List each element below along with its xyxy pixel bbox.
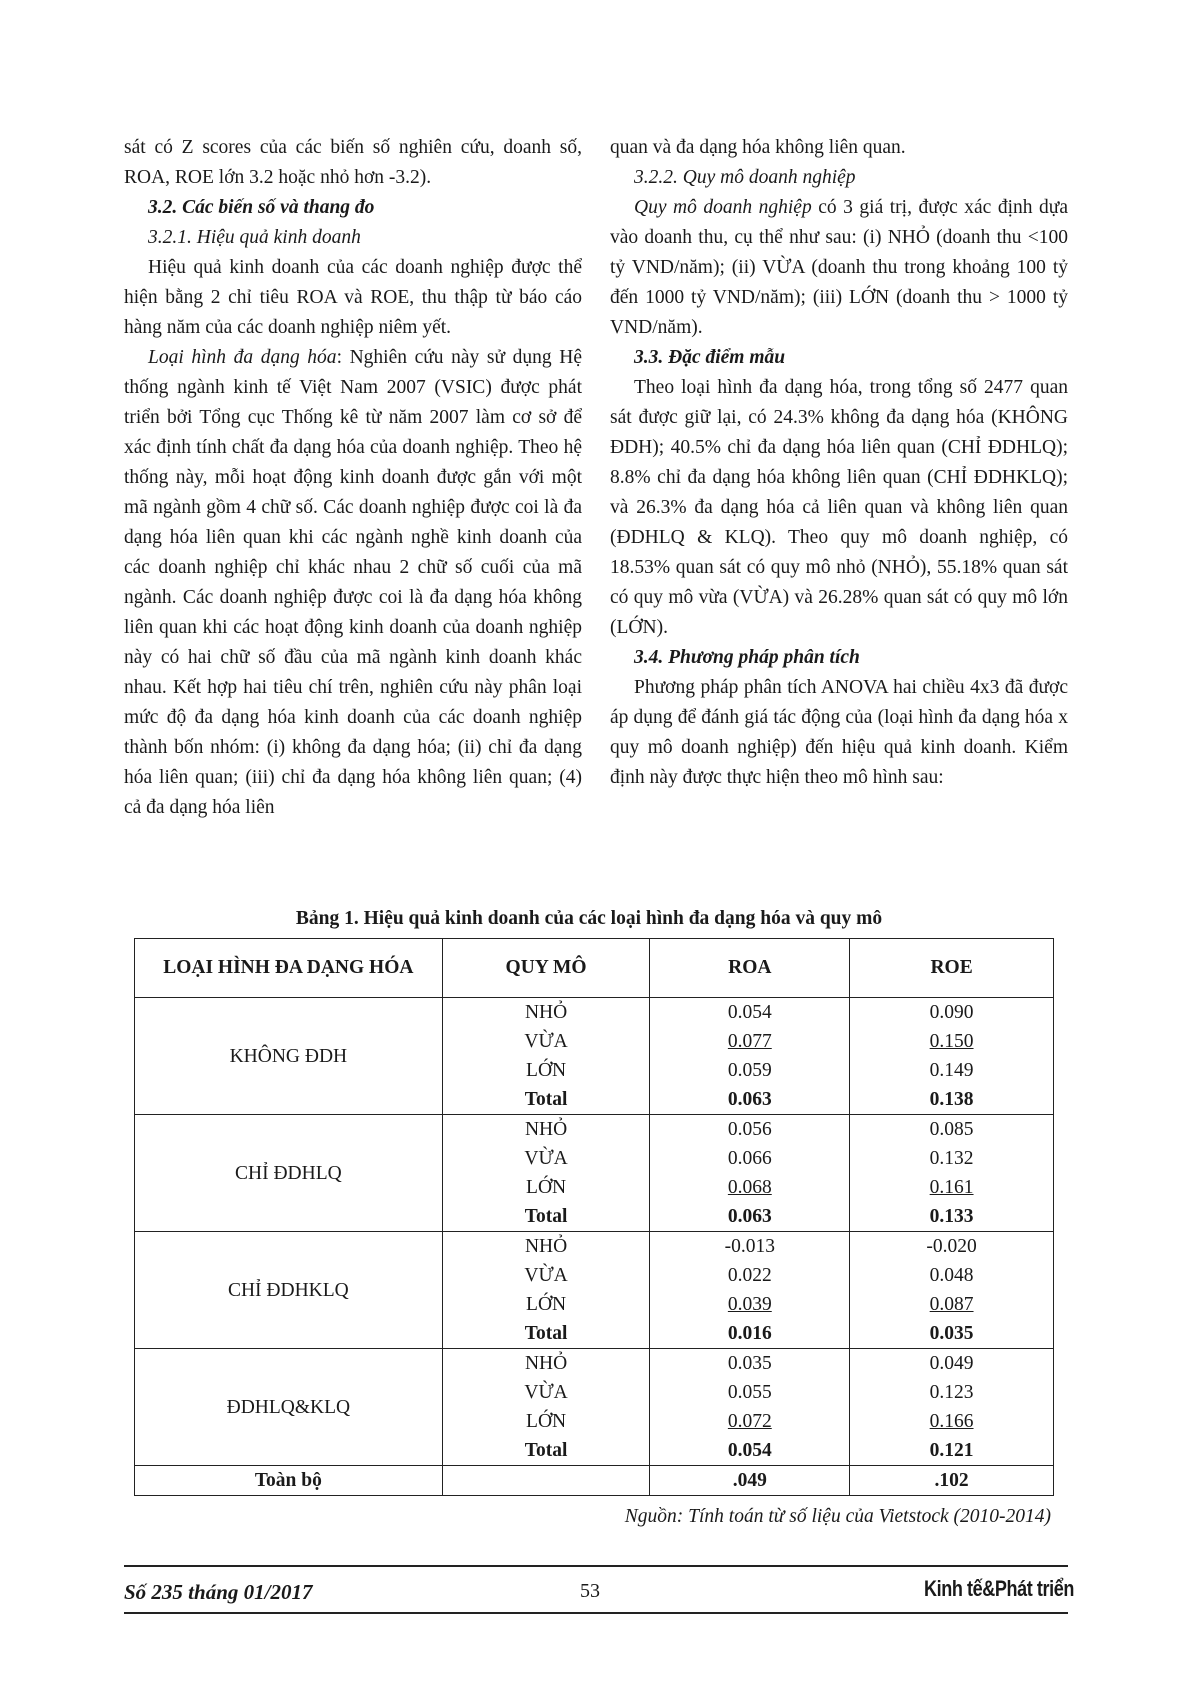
size-cell: LỚN — [442, 1173, 650, 1202]
size-cell: VỪA — [442, 1144, 650, 1173]
roa-cell: 0.055 — [650, 1378, 850, 1407]
subsection-heading: 3.2.2. Quy mô doanh nghiệp — [634, 167, 856, 188]
left-column — [124, 133, 582, 823]
roe-cell: 0.049 — [850, 1349, 1054, 1379]
size-cell: NHỎ — [442, 1349, 650, 1379]
roe-cell: 0.035 — [850, 1319, 1054, 1349]
journal-logo: Kinh tế&Phát triển — [924, 1576, 1074, 1601]
section-heading: 3.4. Phương pháp phân tích — [634, 647, 860, 668]
roe-cell: 0.149 — [850, 1056, 1054, 1085]
roe-cell: 0.048 — [850, 1261, 1054, 1290]
paragraph-text: có 3 giá trị, được xác định dựa vào doanh thu, cụ thể như sau: (i) NHỎ (doanh thu <100 tỷ VND/năm); (ii) VỪA (doanh thu trong khoảng 100 tỷ đến 1000 tỷ VND/năm); (iii) LỚN (doanh thu > 1000 tỷ VND/năm). — [610, 197, 1068, 338]
paragraph: sát có Z scores của các biến số nghiên cứu, doanh số, ROA, ROE lớn 3.2 hoặc nhỏ hơn -3.2). — [124, 137, 582, 188]
italic-term: Loại hình đa dạng hóa — [148, 347, 337, 368]
right-column — [610, 133, 1068, 793]
table-source-note: Nguồn: Tính toán từ số liệu của Vietstock (2010-2014) — [624, 1506, 1051, 1527]
paragraph: Phương pháp phân tích ANOVA hai chiều 4x3 đã được áp dụng để đánh giá tác động của (loại hình đa dạng hóa x quy mô doanh nghiệp) đến hiệu quả kinh doanh. Kiểm định này được thực hiện theo mô hình sau: — [610, 677, 1068, 788]
paragraph: Theo loại hình đa dạng hóa, trong tổng số 2477 quan sát được giữ lại, có 24.3% không đa dạng hóa (KHÔNG ĐDH); 40.5% chỉ đa dạng hóa liên quan (CHỈ ĐDHLQ); 8.8% chỉ đa dạng hóa không liên quan (CHỈ ĐDHKLQ); và 26.3% đa dạng hóa cả liên quan và không liên quan (ĐDHLQ & KLQ). Theo quy mô doanh nghiệp, có 18.53% quan sát có quy mô nhỏ (NHỎ), 55.18% quan sát có quy mô vừa (VỪA) và 26.28% quan sát có quy mô lớn (LỚN). — [610, 377, 1068, 638]
column-header: LOẠI HÌNH ĐA DẠNG HÓA — [135, 939, 443, 998]
roe-cell: 0.166 — [929, 1411, 974, 1432]
roe-cell: 0.133 — [850, 1202, 1054, 1232]
page-number: 53 — [580, 1580, 600, 1602]
roa-cell: 0.054 — [650, 1436, 850, 1466]
group-label: CHỈ ĐDHLQ — [135, 1115, 443, 1232]
size-cell: VỪA — [442, 1378, 650, 1407]
table-row — [135, 1232, 1054, 1262]
roa-cell: 0.056 — [650, 1115, 850, 1145]
roa-cell: 0.059 — [650, 1056, 850, 1085]
table-header-row — [135, 939, 1054, 998]
overall-label: Toàn bộ — [135, 1466, 443, 1496]
size-cell: LỚN — [442, 1056, 650, 1085]
size-cell: Total — [442, 1436, 650, 1466]
roa-cell: 0.063 — [650, 1202, 850, 1232]
size-cell: NHỎ — [442, 998, 650, 1028]
roa-cell: 0.063 — [650, 1085, 850, 1115]
roa-cell: 0.016 — [650, 1319, 850, 1349]
roa-cell: 0.077 — [727, 1031, 772, 1052]
results-table — [134, 938, 1054, 1496]
paragraph-text: : Nghiên cứu này sử dụng Hệ thống ngành kinh tế Việt Nam 2007 (VSIC) được phát triển bởi Tổng cục Thống kê từ năm 2007 làm cơ sở để xác định tính chất đa dạng hóa của doanh nghiệp. Theo hệ thống này, mỗi hoạt động kinh doanh được gắn với một mã ngành gồm 4 chữ số. Các doanh nghiệp được coi là đa dạng hóa liên quan khi các ngành nghề kinh doanh của các doanh nghiệp chỉ khác nhau 2 chữ số cuối của mã ngành. Các doanh nghiệp được coi là đa dạng hóa không liên quan khi các hoạt động kinh doanh của doanh nghiệp này có hai chữ số đầu của mã ngành kinh doanh khác nhau. Kết hợp hai tiêu chí trên, nghiên cứu này phân loại mức độ đa dạng hóa kinh doanh của các doanh nghiệp thành bốn nhóm: (i) không đa dạng hóa; (ii) chỉ đa dạng hóa liên quan; (iii) chỉ đa dạng hóa không liên quan; (4) cả đa dạng hóa liên — [124, 347, 582, 818]
size-cell: LỚN — [442, 1290, 650, 1319]
roe-cell: 0.132 — [850, 1144, 1054, 1173]
roa-cell: 0.066 — [650, 1144, 850, 1173]
size-cell: VỪA — [442, 1027, 650, 1056]
roe-cell: .102 — [850, 1466, 1054, 1496]
roe-cell: 0.087 — [929, 1294, 974, 1315]
roe-cell: 0.138 — [850, 1085, 1054, 1115]
roa-cell: .049 — [650, 1466, 850, 1496]
size-cell: Total — [442, 1319, 650, 1349]
group-label: ĐDHLQ&KLQ — [135, 1349, 443, 1466]
size-cell: LỚN — [442, 1407, 650, 1436]
column-header: ROE — [850, 939, 1054, 998]
column-header: QUY MÔ — [442, 939, 650, 998]
roe-cell: 0.085 — [850, 1115, 1054, 1145]
roa-cell: 0.035 — [650, 1349, 850, 1379]
empty-cell — [442, 1466, 650, 1496]
table-row — [135, 1349, 1054, 1379]
footer-rule-top — [124, 1565, 1068, 1567]
roa-cell: 0.054 — [650, 998, 850, 1028]
table-row — [135, 1115, 1054, 1145]
roe-cell: 0.150 — [929, 1031, 974, 1052]
roe-cell: -0.020 — [850, 1232, 1054, 1262]
group-label: KHÔNG ĐDH — [135, 998, 443, 1115]
size-cell: Total — [442, 1202, 650, 1232]
size-cell: VỪA — [442, 1261, 650, 1290]
size-cell: Total — [442, 1085, 650, 1115]
paragraph — [610, 193, 1068, 343]
roa-cell: 0.022 — [650, 1261, 850, 1290]
paragraph — [124, 343, 582, 823]
footer-rule-bottom — [124, 1612, 1068, 1614]
size-cell: NHỎ — [442, 1232, 650, 1262]
paragraph: Hiệu quả kinh doanh của các doanh nghiệp được thể hiện bằng 2 chỉ tiêu ROA và ROE, thu thập từ báo cáo hàng năm của các doanh nghiệp niêm yết. — [124, 257, 582, 338]
roa-cell: 0.039 — [727, 1294, 772, 1315]
size-cell: NHỎ — [442, 1115, 650, 1145]
group-label: CHỈ ĐDHKLQ — [135, 1232, 443, 1349]
roe-cell: 0.090 — [850, 998, 1054, 1028]
italic-term: Quy mô doanh nghiệp — [634, 197, 812, 218]
table-row — [135, 998, 1054, 1028]
issue-label: Số 235 tháng 01/2017 — [124, 1580, 313, 1604]
paragraph: quan và đa dạng hóa không liên quan. — [610, 137, 906, 158]
roa-cell: -0.013 — [650, 1232, 850, 1262]
roe-cell: 0.123 — [850, 1378, 1054, 1407]
table-overall-row — [135, 1466, 1054, 1496]
column-header: ROA — [650, 939, 850, 998]
table-caption: Bảng 1. Hiệu quả kinh doanh của các loại hình đa dạng hóa và quy mô — [295, 908, 883, 929]
roa-cell: 0.068 — [727, 1177, 772, 1198]
roa-cell: 0.072 — [727, 1411, 772, 1432]
roe-cell: 0.161 — [929, 1177, 974, 1198]
roe-cell: 0.121 — [850, 1436, 1054, 1466]
section-heading: 3.3. Đặc điểm mẫu — [634, 347, 786, 368]
section-heading: 3.2. Các biến số và thang đo — [148, 197, 375, 218]
subsection-heading: 3.2.1. Hiệu quả kinh doanh — [148, 227, 361, 248]
